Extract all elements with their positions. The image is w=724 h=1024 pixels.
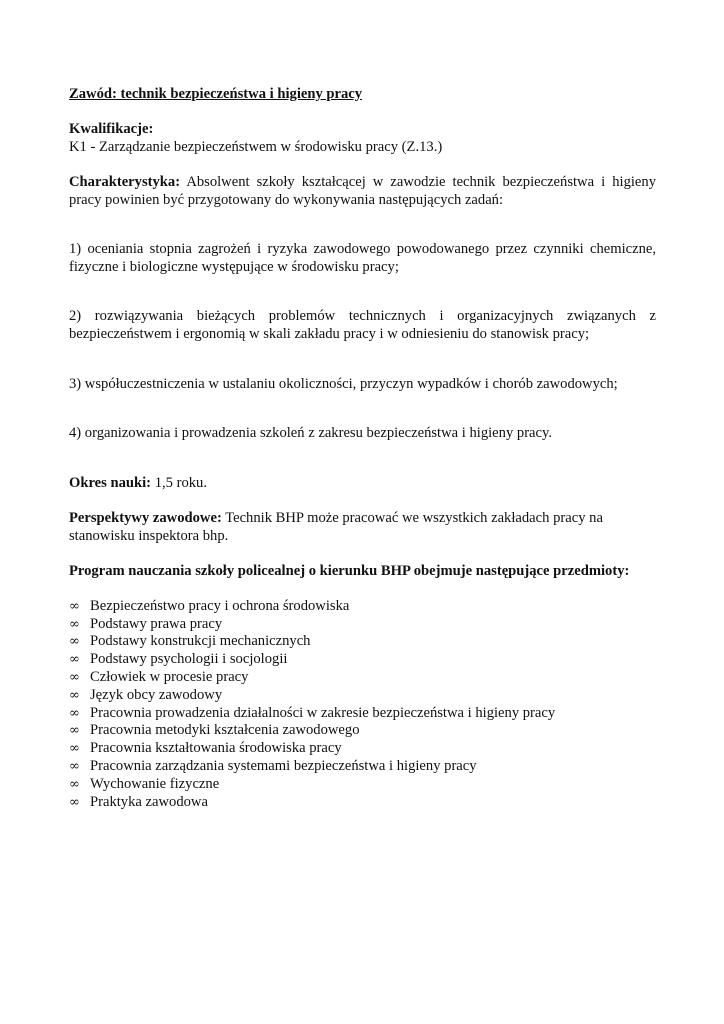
subject-label: Bezpieczeństwo pracy i ochrona środowiska bbox=[90, 597, 350, 614]
document-page bbox=[69, 86, 656, 811]
list-item bbox=[69, 794, 656, 812]
infinity-bullet-icon: ∞ bbox=[69, 687, 80, 703]
document-title: Zawód: technik bezpieczeństwa i higieny pracy bbox=[69, 86, 363, 102]
qualifications-label: Kwalifikacje: bbox=[69, 121, 154, 138]
subject-label: Podstawy konstrukcji mechanicznych bbox=[90, 633, 311, 650]
task-item-3: 3) współuczestniczenia w ustalaniu okoliczności, przyczyn wypadków i chorób zawodowych; bbox=[69, 375, 618, 392]
characteristics-label: Charakterystyka: bbox=[69, 173, 181, 190]
list-item bbox=[69, 616, 656, 634]
task-item-1: 1) oceniania stopnia zagrożeń i ryzyka zawodowego powodowanego przez czynniki chemiczne, fizyczne i biologiczne występujące w środowisku pracy; bbox=[69, 241, 656, 275]
subject-label: Podstawy prawa pracy bbox=[90, 615, 223, 632]
prospects-label: Perspektywy zawodowe: bbox=[69, 509, 222, 526]
infinity-bullet-icon: ∞ bbox=[69, 741, 80, 757]
list-item bbox=[69, 758, 656, 776]
infinity-bullet-icon: ∞ bbox=[69, 670, 80, 686]
infinity-bullet-icon: ∞ bbox=[69, 794, 80, 810]
list-item bbox=[69, 598, 656, 616]
infinity-bullet-icon: ∞ bbox=[69, 652, 80, 668]
subjects-list bbox=[69, 598, 656, 812]
subject-label: Pracownia zarządzania systemami bezpieczeństwa i higieny pracy bbox=[90, 758, 477, 775]
list-item bbox=[69, 633, 656, 651]
infinity-bullet-icon: ∞ bbox=[69, 705, 80, 721]
list-item bbox=[69, 669, 656, 687]
subject-label: Praktyka zawodowa bbox=[90, 793, 208, 810]
task-item-2: 2) rozwiązywania bieżących problemów technicznych i organizacyjnych związanych z bezpieczeństwem i ergonomią w skali zakładu pracy i w odniesieniu do stanowisk pracy; bbox=[69, 308, 656, 342]
infinity-bullet-icon: ∞ bbox=[69, 634, 80, 650]
list-item bbox=[69, 705, 656, 723]
prospects-text: Technik BHP może pracować we wszystkich zakładach pracy na stanowisku inspektora bhp. bbox=[69, 509, 603, 544]
infinity-bullet-icon: ∞ bbox=[69, 616, 80, 632]
qualifications-section bbox=[69, 121, 656, 156]
characteristics-section bbox=[69, 174, 656, 209]
duration-label: Okres nauki: bbox=[69, 474, 152, 491]
subject-label: Pracownia kształtowania środowiska pracy bbox=[90, 740, 342, 757]
list-item bbox=[69, 687, 656, 705]
duration-section bbox=[69, 475, 656, 493]
infinity-bullet-icon: ∞ bbox=[69, 598, 80, 614]
qualifications-value: K1 - Zarządzanie bezpieczeństwem w środowisku pracy (Z.13.) bbox=[69, 138, 443, 155]
infinity-bullet-icon: ∞ bbox=[69, 723, 80, 739]
list-item bbox=[69, 722, 656, 740]
task-item-4: 4) organizowania i prowadzenia szkoleń z zakresu bezpieczeństwa i higieny pracy. bbox=[69, 425, 553, 442]
subject-label: Wychowanie fizyczne bbox=[90, 775, 220, 792]
subject-label: Podstawy psychologii i socjologii bbox=[90, 651, 288, 668]
infinity-bullet-icon: ∞ bbox=[69, 776, 80, 792]
subject-label: Człowiek w procesie pracy bbox=[90, 669, 249, 686]
prospects-section bbox=[69, 510, 656, 545]
infinity-bullet-icon: ∞ bbox=[69, 759, 80, 775]
list-item bbox=[69, 651, 656, 669]
list-item bbox=[69, 776, 656, 794]
subject-label: Pracownia prowadzenia działalności w zakresie bezpieczeństwa i higieny pracy bbox=[90, 704, 556, 721]
list-item bbox=[69, 740, 656, 758]
subject-label: Pracownia metodyki kształcenia zawodowego bbox=[90, 722, 360, 739]
duration-value: 1,5 roku. bbox=[151, 474, 208, 491]
subject-label: Język obcy zawodowy bbox=[90, 686, 223, 703]
characteristics-text: Absolwent szkoły kształcącej w zawodzie technik bezpieczeństwa i higieny pracy powinien być przygotowany do wykonywania następujących zadań: bbox=[69, 173, 656, 208]
program-heading: Program nauczania szkoły policealnej o kierunku BHP obejmuje następujące przedmioty: bbox=[69, 562, 630, 579]
